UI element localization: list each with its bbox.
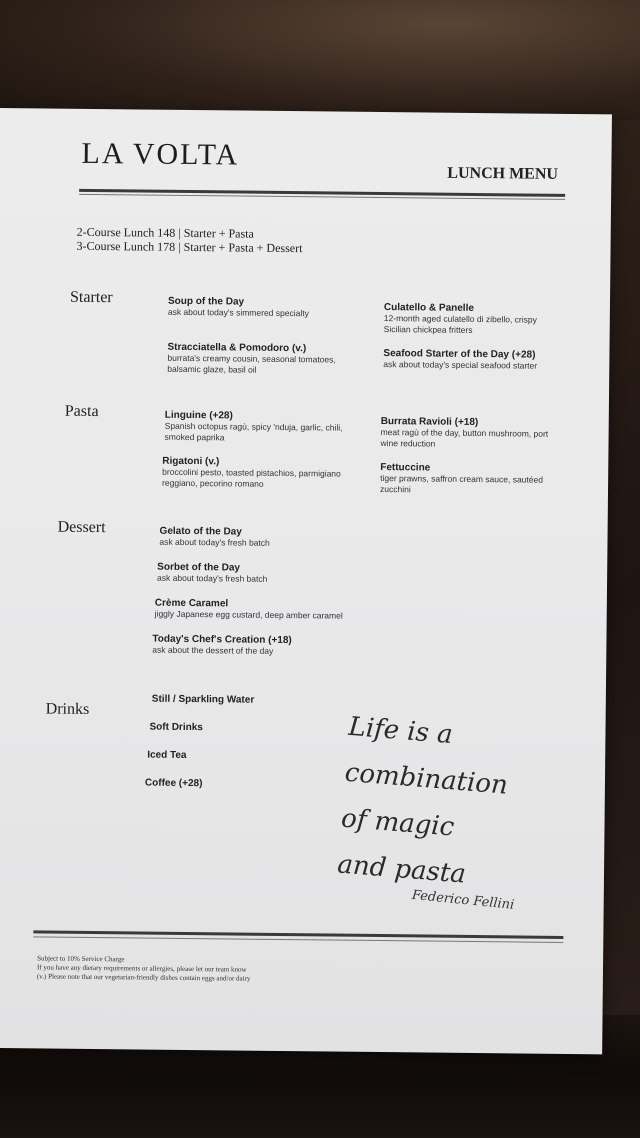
footer-line: Subject to 10% Service Charge [37,954,125,964]
footer-notes [37,954,357,984]
footer-line: If you have any dietary requirements or allergies, please let our team know [36,963,247,974]
footer-line: (v.) Please note that our vegetarian-friendly dishes contain eggs and/or dairy [36,972,251,983]
menu-item [152,634,372,658]
drink-item: Still / Sparkling Water [151,693,255,706]
menu-item [165,410,345,445]
quote-line: of magic [340,803,456,843]
dish-name: Linguine (+28) [164,409,233,422]
dish-name: Soup of the Day [167,295,245,308]
dish-name: Today's Chef's Creation (+18) [152,633,292,647]
dish-name: Gelato of the Day [159,525,242,538]
menu-item [384,302,564,337]
menu-item [168,296,358,320]
section-title-drinks: Drinks [45,700,90,718]
quote-line: Life is a [347,711,454,751]
section-title-pasta: Pasta [64,402,99,421]
menu-title: LUNCH MENU [447,164,559,183]
menu-paper [0,108,612,1054]
dish-name: Seafood Starter of the Day (+28) [383,348,536,361]
dish-description: ask about today's fresh batch [157,572,268,584]
drink-item: Coffee (+28) [144,777,203,790]
menu-item [380,416,560,451]
dish-description: ask about today's fresh batch [159,536,270,548]
dish-name: Stracciatella & Pomodoro (v.) [167,341,307,355]
menu-item [380,462,560,497]
dish-name: Rigatoni (v.) [162,455,220,468]
dish-name: Burrata Ravioli (+18) [380,416,479,429]
dish-description: Spanish octopus ragù, spicy 'nduja, garlic, chili, smoked paprika [164,420,343,443]
dish-name: Crème Caramel [154,597,229,610]
handwritten-quote [336,704,580,906]
menu-item [157,562,377,586]
pricing-line: 3-Course Lunch 178 | Starter + Pasta + Dessert [76,238,303,256]
dish-description: meat ragù of the day, button mushroom, port wine reduction [380,427,549,449]
menu-item [155,598,375,622]
dish-description: jiggly Japanese egg custard, deep amber caramel [154,608,343,621]
section-title-starter: Starter [69,288,113,307]
dish-description: ask about the dessert of the day [152,644,274,656]
dish-description: broccolini pesto, toasted pistachios, parmigiano reggiano, pecorino romano [162,466,341,489]
drink-item: Iced Tea [147,749,187,761]
quote-line: and pasta [336,849,467,890]
restaurant-logo: LA VOLTA [81,136,240,172]
drink-item: Soft Drinks [149,721,203,734]
dish-name: Fettuccine [380,462,431,474]
dish-description: tiger prawns, saffron cream sauce, sautéed zucchini [379,473,544,495]
menu-item [159,526,379,550]
menu-item [162,456,342,491]
dish-description: ask about today's special seafood starter [383,359,538,371]
dish-description: burrata's creamy cousin, seasonal tomatoes, balsamic glaze, basil oil [167,352,336,375]
quote-signature: Federico Fellini [411,887,515,913]
menu-item [167,342,357,377]
dish-description: 12-month aged culatello di zibello, crispy Sicilian chickpea fritters [383,313,537,335]
section-title-dessert: Dessert [57,518,106,537]
quote-line: combination [343,757,509,801]
pricing-line: 2-Course Lunch 148 | Starter + Pasta [76,224,254,241]
dish-description: ask about today's simmered specialty [167,306,309,319]
dish-name: Sorbet of the Day [157,561,241,574]
dish-name: Culatello & Panelle [383,302,475,314]
wooden-table-top [0,0,640,120]
menu-item [383,348,563,372]
